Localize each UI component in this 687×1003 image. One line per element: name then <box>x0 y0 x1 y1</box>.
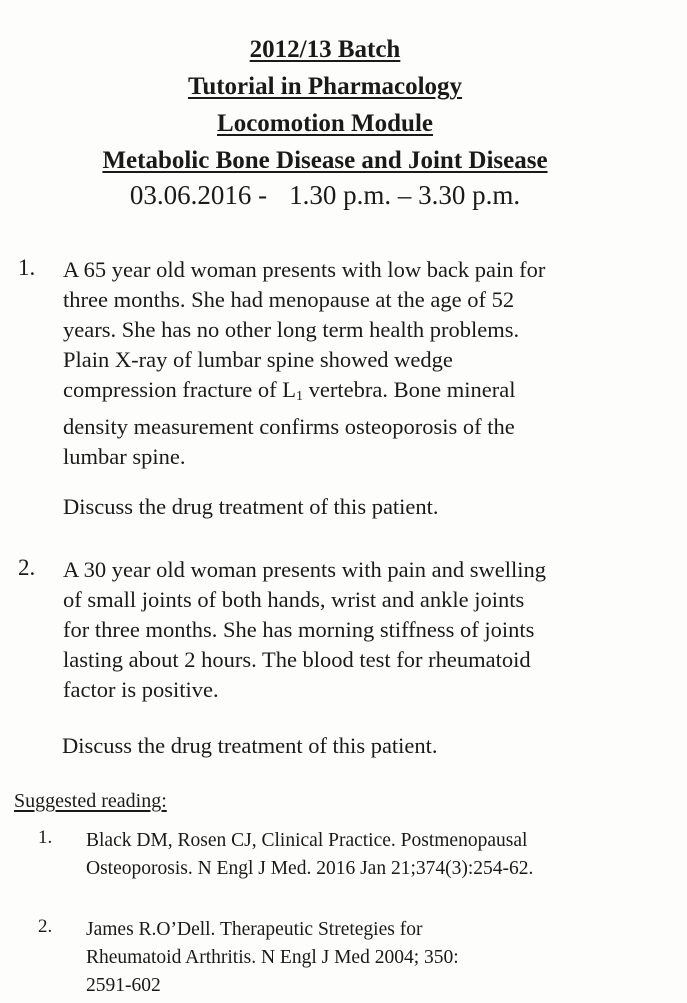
citation-line: James R.O’Dell. Therapeutic Stretegies for <box>86 919 423 940</box>
question-1-line: lumbar spine. <box>63 444 186 469</box>
question-2-task: Discuss the drug treatment of this patient. <box>62 733 438 758</box>
question-1-task: Discuss the drug treatment of this patient. <box>63 494 439 519</box>
citation-line: 2591-602 <box>86 975 161 996</box>
question-1-line: A 65 year old woman presents with low back pain for <box>63 257 546 282</box>
topic-heading: Metabolic Bone Disease and Joint Disease <box>102 147 548 174</box>
question-2-text <box>63 555 653 705</box>
suggested-reading-title: Suggested reading: <box>14 790 167 812</box>
question-2-line: for three months. She has morning stiffness of joints <box>63 617 535 642</box>
session-date: 03.06.2016 - <box>129 180 268 210</box>
reading-1-number: 1. <box>38 827 53 848</box>
question-2-line: of small joints of both hands, wrist and ankle joints <box>63 587 525 612</box>
question-1-line: three months. She had menopause at the age of 52 <box>63 287 515 312</box>
reading-2-number: 2. <box>38 916 53 937</box>
question-1-line: Plain X-ray of lumbar spine showed wedge <box>63 347 453 372</box>
question-1-line: years. She has no other long term health problems. <box>63 317 520 342</box>
date-time-line <box>0 180 650 211</box>
module-heading: Locomotion Module <box>217 110 433 137</box>
question-2-line: factor is positive. <box>63 677 219 702</box>
question-2-line: A 30 year old woman presents with pain and swelling <box>63 557 547 582</box>
question-1-text <box>63 255 653 472</box>
session-time: 1.30 p.m. – 3.30 p.m. <box>289 180 521 210</box>
question-1-line: compression fracture of $L_1$ vertebra. Bone mineral <box>63 377 516 404</box>
reading-1-citation <box>86 827 533 883</box>
question-1-number: 1. <box>18 255 36 280</box>
citation-line: Black DM, Rosen CJ, Clinical Practice. Postmenopausal <box>86 830 528 851</box>
question-2-line: lasting about 2 hours. The blood test for rheumatoid <box>63 647 531 672</box>
citation-line: Rheumatoid Arthritis. N Engl J Med 2004; 350: <box>86 947 459 968</box>
citation-line: Osteoporosis. N Engl J Med. 2016 Jan 21;374(3):254-62. <box>86 858 534 879</box>
vertebra-subscript: 1 <box>296 389 304 404</box>
tutorial-heading: Tutorial in Pharmacology <box>187 73 463 100</box>
question-2-number: 2. <box>18 555 36 580</box>
reading-2-citation <box>86 916 459 1000</box>
batch-heading: 2012/13 Batch <box>249 36 401 63</box>
question-1-line: density measurement confirms osteoporosis of the <box>63 414 515 439</box>
